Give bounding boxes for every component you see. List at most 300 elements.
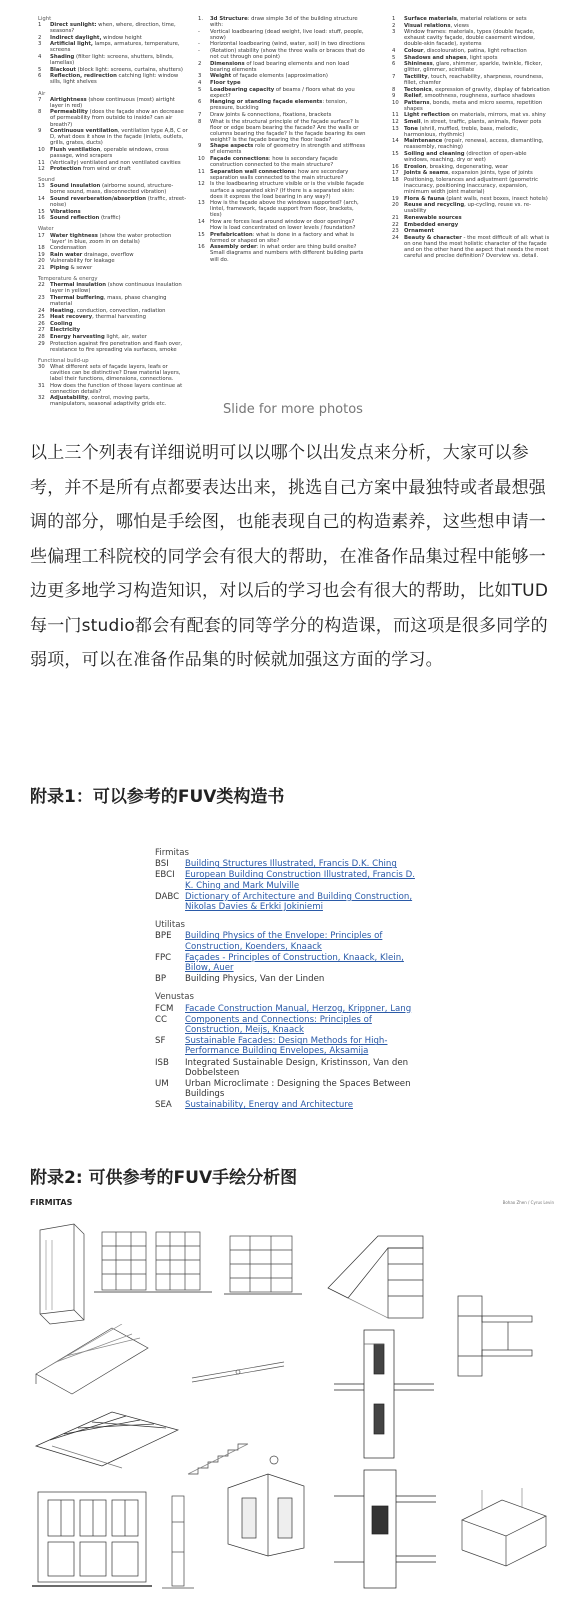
checklist-item-description: , ventilation type A,B, C or D, what does it show in the façade (inlets, outlets, grills, grates, ducts) [50, 128, 188, 147]
checklist-item [38, 196, 188, 208]
checklist-item-number: 7 [198, 111, 202, 118]
checklist-item-description: : how are secondary separation walls connected to the main structure? [210, 168, 349, 181]
book-code: BSI [155, 859, 169, 870]
checklist-item-keyword: Dimensions [210, 60, 245, 67]
checklist-item [38, 215, 188, 221]
checklist-item [198, 232, 366, 244]
beam-sketch [188, 1356, 288, 1386]
checklist-item-number: 18 [38, 245, 45, 252]
checklist-item-description: (shrill, muffled, treble, bass, melodic, harmonious, rhythmic) [404, 125, 519, 138]
checklist-item-number: 18 [392, 176, 399, 183]
checklist-item-number: 32 [38, 395, 45, 402]
checklist-item-number: 15 [392, 150, 399, 157]
checklist-item [392, 23, 552, 29]
checklist-item-number: 2 [198, 60, 202, 67]
checklist-item-text [404, 170, 552, 176]
wall-section-sketch [324, 1324, 446, 1464]
checklist-item-text [50, 196, 188, 208]
checklist-item [38, 282, 188, 294]
sheet-author: Bohao Zhen / Cyrus Levin [502, 1200, 554, 1205]
checklist-item-description: lamps, armatures, temperature, screens [50, 41, 180, 54]
checklist-item-description: (traffic) [99, 215, 121, 222]
checklist-item-text [50, 160, 188, 166]
checklist-item-keyword: Tactility [404, 73, 428, 80]
checklist-item-description: Draw joints & connections, fixations, brackets [210, 111, 332, 118]
checklist-item-text [210, 119, 366, 143]
checklist-item-keyword: Loadbearing capacity [210, 86, 275, 93]
checklist-item-number: 21 [392, 214, 399, 221]
checklist-item-keyword: Surface materials [404, 16, 457, 22]
checklist-item [38, 35, 188, 41]
checklist-item-number: 14 [198, 219, 205, 225]
checklist-item-keyword: Tone [404, 125, 418, 132]
book-title-link[interactable]: Components and Connections: Principles of Construction, Meijs, Knaack [185, 1014, 372, 1036]
checklist-item-description: , smoothness, roughness, surface shadows [421, 93, 536, 100]
checklist-item [38, 321, 188, 327]
checklist-item-description: window height [101, 34, 142, 41]
checklist-item-text [50, 321, 188, 327]
book-row [155, 870, 415, 890]
checklist-slide[interactable] [0, 0, 586, 408]
checklist-item-text [50, 35, 188, 41]
book-row [155, 1079, 415, 1099]
checklist-item-description: on materials, mirrors, mat vs. shiny [449, 112, 546, 119]
checklist-item-number: 22 [392, 221, 399, 228]
checklist-item-keyword: Sound reflection [50, 215, 100, 222]
checklist-item-description: , mass, phase changing material [50, 294, 167, 307]
checklist-item-number: 4 [198, 79, 202, 86]
book-title-link[interactable]: Sustainable Facades: Design Methods for High-Performance Building Envelopes, Aksamija [185, 1036, 388, 1057]
checklist-item-keyword: Assembly order [210, 244, 257, 251]
book-row [155, 1004, 415, 1014]
checklist-item [38, 166, 188, 172]
checklist-item-number: 8 [392, 86, 396, 93]
checklist-item-number: 13 [38, 183, 45, 190]
checklist-item-number: 14 [38, 196, 45, 203]
checklist-item-number: 12 [392, 119, 399, 125]
checklist-item-number: - [198, 47, 200, 54]
checklist-item [198, 112, 366, 118]
checklist-item-text [50, 215, 188, 221]
checklist-item [198, 181, 366, 199]
checklist-item-text [50, 41, 188, 53]
book-code: BP [155, 974, 167, 985]
checklist-item-keyword: Reuse and recycling [404, 202, 465, 209]
checklist-item-number: 10 [38, 146, 45, 153]
checklist-item-keyword: Maintenance [404, 138, 443, 145]
book-group [155, 920, 415, 984]
checklist-item [38, 67, 188, 73]
checklist-item-description: (block light: screens, curtains, shutters) [75, 66, 183, 73]
book-row [155, 1058, 415, 1078]
checklist-item-number: 5 [198, 86, 202, 93]
checklist-item-description: , up-cycling, reuse vs. re-usability [404, 202, 532, 215]
checklist-item-number: 27 [38, 327, 45, 334]
checklist-item-keyword: Joints & seams [404, 170, 449, 177]
checklist-item-keyword: Tectonics [404, 86, 432, 93]
checklist-item [392, 55, 552, 61]
book-title-link[interactable]: Building Physics of the Envelope: Principles of Construction, Koenders, Knaack [185, 931, 383, 952]
checklist-item [198, 87, 366, 99]
checklist-item-description: Condensation [50, 245, 87, 252]
checklist-item-number: 11 [392, 112, 399, 119]
checklist-item-description: (airborne sound, structure-borne sound, mass, disconnected vibration) [50, 183, 174, 196]
checklist-item-text [210, 87, 366, 99]
checklist-item [38, 209, 188, 215]
checklist-item-keyword: Airtightness [50, 96, 87, 103]
checklist-item [38, 233, 188, 245]
checklist-item-keyword: Flora & fauna [404, 195, 445, 202]
checklist-item-text [50, 22, 188, 34]
checklist-item-text [404, 87, 552, 93]
checklist-item [198, 61, 366, 73]
checklist-item-number: 2 [38, 34, 42, 41]
checklist-item-description: (direction of open-able windows, reaching, dry or wet) [404, 150, 527, 164]
checklist-item-description: role of geometry in strength and stiffness of elements [210, 143, 366, 156]
checklist-item-description: , thermal harvesting [92, 314, 146, 321]
checklist-item [198, 48, 366, 60]
book-row [155, 953, 415, 973]
checklist-item-keyword: Weight [210, 73, 232, 80]
article-paragraph: 以上三个列表有详细说明可以以哪个以出发点来分析，大家可以参考，并不是所有点都要表达出来，挑选自己方案中最独特或者最想强调的部分，哪怕是手绘图，也能表现自己的构造素养，这些想申请一些偏理工科院校的同学会有很大的帮助，在准备作品集过程中能够一边更多地学习构造知识，对以后的学习也会有很大的帮助，比如TUD每一门studio都会有配套的同等学分的构造课，而这项是很多同学的弱项，可以在准备作品集的时候就加强这方面的学习。 [30, 443, 549, 670]
checklist-item [392, 126, 552, 138]
checklist-item-text [404, 177, 552, 195]
checklist-item-description: , breaking, degenerating, wear [426, 163, 509, 170]
checklist-item-text [404, 48, 552, 54]
book-code: FPC [155, 952, 172, 963]
checklist-group-label: Functional build-up [38, 357, 89, 364]
checklist-item-text [50, 73, 188, 85]
structural-frame-sketch [94, 1226, 214, 1306]
checklist-item-keyword: Cooling [50, 320, 73, 327]
book-row [155, 859, 415, 869]
checklist-item-number: 11 [38, 159, 45, 166]
book-title: Building Physics, Van der Linden [185, 974, 325, 985]
checklist-item-keyword: Protection [50, 166, 82, 173]
checklist-item [38, 252, 188, 258]
checklist-item-number: 23 [38, 294, 45, 301]
checklist-item-keyword: Adjustability [50, 395, 88, 402]
checklist-item [392, 16, 552, 22]
checklist-item-description: drainage, overflow [82, 251, 134, 258]
checklist-item-description: : in what order are thing build onsite? Small diagrams and numbers with different building parts will do. [210, 244, 364, 263]
book-title-link[interactable]: Sustainability, Energy and Architecture [185, 1100, 353, 1111]
checklist-item-keyword: Reflection, redirection [50, 73, 117, 80]
checklist-item-keyword: Vibrations [50, 208, 81, 215]
checklist-item [38, 327, 188, 333]
checklist-item-keyword: Permeability [50, 109, 88, 116]
checklist-item-keyword: Direct sunlight: [50, 22, 97, 29]
checklist-item-keyword: Water tightness [50, 232, 98, 239]
checklist-item [38, 308, 188, 314]
checklist-item-keyword: Floor type [210, 79, 241, 86]
book-row [155, 1015, 415, 1035]
checklist-item-description: (filter light: screens, shutters, blinds, lamellas) [50, 54, 174, 67]
checklist-item-text [50, 282, 188, 294]
checklist-item-number: 19 [38, 251, 45, 258]
book-title: Urban Microclimate : Designing the Spaces Between Buildings [185, 1079, 411, 1100]
checklist-item [38, 183, 188, 195]
checklist-item-text [404, 151, 552, 163]
checklist-item-text [50, 67, 188, 73]
checklist-item-text [404, 196, 552, 202]
checklist-item-text [404, 126, 552, 138]
checklist-item [38, 341, 188, 353]
checklist-item-number: 5 [38, 66, 42, 73]
checklist-item-description: Horizontal loadbearing (wind, water, soil) in two directions [210, 41, 365, 48]
checklist-item [392, 151, 552, 163]
checklist-item-keyword: Smell [404, 119, 421, 125]
column-sketch [158, 1492, 198, 1592]
checklist-item-number: 21 [38, 264, 45, 271]
checklist-item-number: 16 [198, 244, 205, 251]
checklist-item-number: - [198, 28, 200, 35]
book-title-link[interactable]: European Building Construction Illustrated, Francis D. K. Ching and Mark Mulville [185, 870, 415, 891]
checklist-item [198, 156, 366, 168]
checklist-item-description: , glare, shimmer, sparkle, twinkle, flicker, glitter, glimmer, scintillate [404, 61, 543, 74]
checklist-item [38, 73, 188, 85]
checklist-item [392, 164, 552, 170]
checklist-item-text [50, 265, 188, 271]
checklist-item-text [404, 138, 552, 150]
checklist-item-description: (Rotation) stability (show the three walls or braces that do not cut through one point) [210, 47, 365, 61]
checklist-item-description: (show continuous insulation layer in yellow) [50, 282, 182, 295]
checklist-item-description: (repair, renewal, access, dismantling, reassembly, reaching) [404, 138, 544, 151]
checklist-item-text [210, 181, 366, 199]
checklist-group-label: Air [38, 90, 46, 97]
checklist-item [198, 169, 366, 181]
checklist-item-description: How are forces lead around window or door openings? How is load concentrated on lower levels / foundation? [210, 219, 356, 232]
checklist-item-number: 7 [38, 96, 42, 103]
checklist-item [392, 235, 552, 259]
checklist-item-text [210, 244, 366, 262]
checklist-item [198, 16, 366, 28]
book-code: FCM [155, 1003, 174, 1014]
checklist-item-number: 17 [38, 232, 45, 239]
checklist-item-keyword: Relief [404, 93, 422, 100]
corner-detail-sketch [218, 1468, 314, 1558]
checklist-item-keyword: 3d Structure [210, 16, 248, 22]
checklist-item-description: (show continuous (most) airtight layer in red) [50, 96, 175, 109]
book-group-title: Firmitas [155, 848, 189, 858]
checklist-item [38, 41, 188, 53]
checklist-item-number: 16 [38, 215, 45, 222]
checklist-item-keyword: Shininess [404, 61, 433, 68]
appendix-1-heading: 附录1：可以参考的FUV类构造书 [30, 787, 285, 807]
checklist-item [198, 244, 366, 262]
checklist-item-description: (does the façade show an decrease of permeability from outside to inside? can air breath?) [50, 109, 184, 128]
checklist-item-text [210, 143, 366, 155]
checklist-item-text [404, 74, 552, 86]
checklist-item-text [50, 308, 188, 314]
checklist-item-text [50, 245, 188, 251]
checklist-item-text [50, 97, 188, 109]
checklist-item-text [50, 295, 188, 307]
checklist-item-description: How is the façade above the windows supported? (arch, lintel, framework, façade support from floor, brackets, ties) [210, 200, 359, 219]
checklist-item-number: 30 [38, 363, 45, 370]
checklist-group-label: Temperature & energy [38, 276, 98, 283]
checklist-item-text [210, 200, 366, 218]
checklist-item-description: Protection against fire penetration and flash over, resistance to fire spreading via surfaces, smoke [50, 340, 183, 353]
checklist-item-text [50, 364, 188, 382]
checklist-item-number: 19 [392, 195, 399, 202]
checklist-item-keyword: Energy harvesting [50, 333, 105, 340]
checklist-item [38, 265, 188, 271]
checklist-item-description: Vulnerability for leakage [50, 258, 115, 265]
checklist-item-keyword: Piping [50, 264, 69, 271]
checklist-item [392, 228, 552, 234]
checklist-item-text [50, 334, 188, 340]
checklist-item-keyword: Thermal buffering [50, 294, 104, 301]
checklist-item [198, 73, 366, 79]
slide-hint: Slide for more photos [223, 402, 363, 417]
checklist-item [38, 22, 188, 34]
checklist-item-number: 25 [38, 314, 45, 321]
checklist-item [392, 119, 552, 125]
checklist-item-keyword: Renewable sources [404, 214, 462, 221]
checklist-item [198, 80, 366, 86]
checklist-item-text [50, 109, 188, 127]
book-code: DABC [155, 891, 180, 902]
book-code: ISB [155, 1057, 169, 1068]
checklist-item-description: (show the water protection 'layer' in blue, zoom in on details) [50, 232, 172, 245]
checklist-item-description: : what is done in a factory and what is formed or shaped on site? [210, 231, 355, 244]
checklist-item-text [404, 93, 552, 99]
checklist-item-description: Positioning, tolerances and adjustment (geometric inaccuracy, positioning inaccuracy, expansion, minimum width joint material) [404, 176, 539, 196]
book-code: SF [155, 1036, 166, 1047]
book-row [155, 1036, 415, 1056]
checklist-item-number: 12 [38, 166, 45, 173]
checklist-item-description: , discolouration, patina, light refraction [423, 47, 527, 54]
sketch-sheet [28, 1196, 558, 1599]
checklist-item-description: (Vertically) ventilated and non ventilated cavities [50, 159, 181, 166]
checklist-item-text [210, 73, 366, 79]
checklist-item-text [210, 99, 366, 111]
checklist-item-keyword: Façade connections [210, 156, 269, 163]
sheet-title: FIRMITAS [30, 1198, 73, 1207]
checklist-item [38, 314, 188, 320]
checklist-item-number: 20 [392, 202, 399, 209]
checklist-item-keyword: Patterns [404, 99, 430, 106]
checklist-item [38, 258, 188, 264]
book-group-title: Venustas [155, 992, 194, 1003]
book-title-link[interactable]: Façades - Principles of Construction, Knaack, Klein, Bilow, Auer [185, 952, 404, 974]
checklist-item-keyword: Prefabrication [210, 231, 253, 238]
checklist-item-keyword: Sound reverberation/absorption [50, 196, 147, 203]
checklist-item [392, 61, 552, 73]
checklist-item-number: 2 [392, 22, 396, 29]
checklist-item [198, 99, 366, 111]
roof-structure-sketch [32, 1324, 152, 1400]
checklist-item-number: 24 [392, 234, 399, 241]
checklist-item-number: 28 [38, 333, 45, 340]
checklist-item-keyword: Ornament [404, 228, 434, 235]
checklist-item-keyword: Separation wall connections [210, 168, 295, 175]
checklist-item-keyword: Blackout [50, 66, 76, 73]
checklist-item [392, 74, 552, 86]
checklist-item-text [50, 383, 188, 395]
checklist-item-description: Vertical loadbearing (dead weight, live load: stuff, people, snow) [210, 28, 364, 41]
book-title-link[interactable]: Dictionary of Architecture and Building Construction, Nikolas Davies & Erkki Jokiniemi [185, 891, 413, 913]
checklist-item [392, 222, 552, 228]
checklist-item-text [210, 48, 366, 60]
checklist-item-number: 1 [392, 16, 396, 22]
checklist-item-number: 15 [198, 231, 205, 238]
cornice-detail-sketch [318, 1218, 438, 1323]
checklist-item-text [50, 147, 188, 159]
checklist-item-description: Window frames: materials, types (double façade, exhaust cavity façade, double casement window, double-skin facade), systems [404, 29, 535, 48]
checklist-item-text [210, 41, 366, 47]
checklist-item-number: 6 [198, 99, 202, 106]
book-row [155, 892, 415, 912]
checklist-item-number: 8 [198, 118, 202, 125]
checklist-item [38, 245, 188, 251]
checklist-item [38, 295, 188, 307]
book-code: UM [155, 1079, 169, 1090]
checklist-item-text [404, 119, 552, 125]
checklist-item-number: 10 [198, 156, 205, 163]
checklist-item-text [210, 169, 366, 181]
checklist-item-number: 12 [198, 181, 205, 188]
book-title-link[interactable]: Building Structures Illustrated, Francis D.K. Ching [185, 859, 397, 870]
checklist-item-number: 3 [38, 41, 42, 48]
checklist-item [38, 128, 188, 146]
checklist-item-number: 15 [38, 208, 45, 215]
checklist-item-text [50, 166, 188, 172]
book-title: Integrated Sustainable Design, Kristinsson, Van den Dobbelsteen [185, 1057, 409, 1078]
checklist-item-description: , touch, reachability, sharpness, roundness, fillet, chamfer [404, 73, 544, 86]
checklist-item [38, 54, 188, 66]
checklist-item-text [50, 54, 188, 66]
checklist-item-text [50, 252, 188, 258]
book-title-link[interactable]: Facade Construction Manual, Herzog, Krippner, Lang [185, 1003, 412, 1014]
book-row [155, 931, 415, 951]
appendix-2-heading: 附录2: 可供参考的FUV手绘分析图 [30, 1168, 298, 1188]
checklist-item [38, 97, 188, 109]
checklist-item [392, 93, 552, 99]
checklist-item-keyword: Erosion [404, 163, 427, 170]
checklist-item-number: 9 [38, 128, 42, 135]
checklist-item-keyword: Soiling and cleaning [404, 150, 465, 157]
checklist-item-number: 11 [198, 168, 205, 175]
checklist-item-number: 26 [38, 320, 45, 327]
checklist-item-keyword: Heating [50, 307, 74, 314]
checklist-item-text [50, 258, 188, 264]
checklist-item [198, 200, 366, 218]
checklist-item [198, 119, 366, 143]
checklist-item [392, 196, 552, 202]
checklist-item-number: 6 [392, 61, 396, 68]
checklist-item-description: (plant walls, nest boxes, insect hotels) [444, 195, 548, 202]
checklist-item [38, 334, 188, 340]
checklist-item-text [210, 80, 366, 86]
exploded-axon-sketch [452, 1480, 556, 1580]
checklist-item-text [210, 232, 366, 244]
checklist-item [198, 143, 366, 155]
checklist-item-number: 31 [38, 382, 45, 389]
checklist-item-description: from wind or draft [81, 166, 131, 173]
checklist-item-number: 5 [392, 54, 396, 61]
checklist-item-keyword: Heat recovery [50, 314, 93, 321]
checklist-item-number: 4 [38, 54, 42, 61]
checklist-item-text [210, 156, 366, 168]
checklist-item-text [404, 61, 552, 73]
checklist-item [38, 147, 188, 159]
checklist-item-text [404, 215, 552, 221]
checklist-group-label: Light [38, 16, 52, 22]
checklist-group-label: Sound [38, 177, 55, 184]
book-code: EBCI [155, 870, 175, 881]
